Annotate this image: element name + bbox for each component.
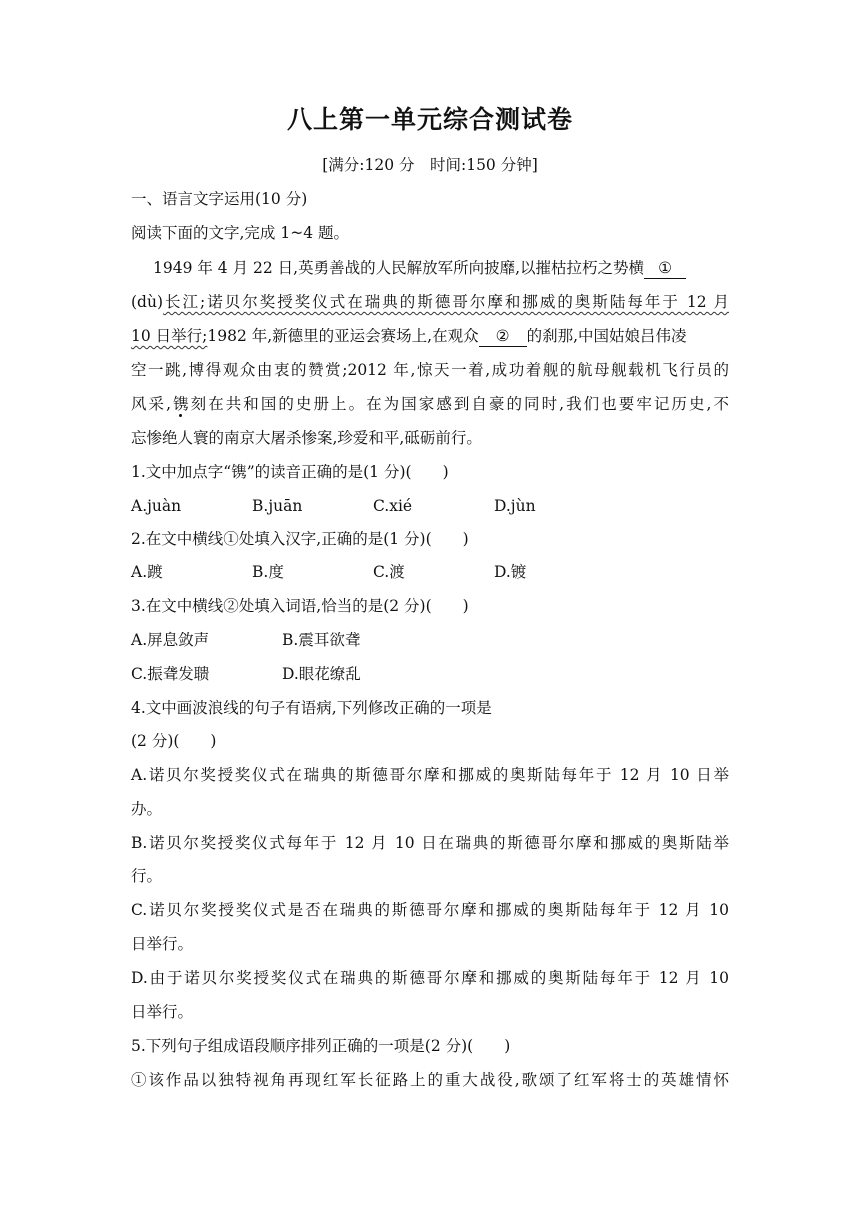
option-a: A.屏息敛声	[131, 631, 210, 649]
question-4-option-d-cont: 日举行。	[131, 1003, 194, 1021]
passage-line-6: 忘惨绝人寰的南京大屠杀惨案,珍爱和平,砥砺前行。	[131, 429, 482, 447]
question-4-option-a: A.诺贝尔奖授奖仪式在瑞典的斯德哥尔摩和挪威的奥斯陆每年于 12 月 10 日举	[131, 766, 729, 784]
wavy-sentence-part-2: 10 日举行;	[131, 327, 208, 345]
passage-line-1	[153, 256, 686, 280]
passage-line-3	[131, 324, 687, 348]
question-1-stem: 1.文中加点字“镌”的读音正确的是(1 分)( )	[131, 463, 449, 481]
pinyin-hint: (dù)	[131, 293, 163, 311]
question-2-options	[131, 560, 526, 584]
reading-instruction: 阅读下面的文字,完成 1~4 题。	[131, 224, 349, 242]
question-4-option-b-cont: 行。	[131, 867, 163, 885]
question-4-option-b: B.诺贝尔奖授奖仪式每年于 12 月 10 日在瑞典的斯德哥尔摩和挪威的奥斯陆举	[131, 834, 729, 852]
dotted-character: 镌	[171, 395, 191, 413]
passage-line-4: 空一跳,博得观众由衷的赞赏;2012 年,惊天一着,成功着舰的航母舰载机飞行员的	[131, 361, 729, 379]
option-b: B.juān	[252, 497, 303, 515]
option-a: A.踱	[131, 563, 163, 581]
question-4-option-d: D.由于诺贝尔奖授奖仪式在瑞典的斯德哥尔摩和挪威的奥斯陆每年于 12 月 10	[131, 969, 729, 987]
blank-1: ①	[644, 258, 686, 279]
option-a: A.juàn	[131, 497, 182, 515]
question-4-option-c: C.诺贝尔奖授奖仪式是否在瑞典的斯德哥尔摩和挪威的奥斯陆每年于 12 月 10	[131, 901, 729, 919]
option-d: D.眼花缭乱	[282, 665, 361, 683]
question-3-options-row-1	[131, 628, 360, 652]
option-c: C.振聋发聩	[131, 665, 210, 683]
passage-text: 1949 年 4 月 22 日,英勇善战的人民解放军所向披靡,以摧枯拉朽之势横	[153, 259, 645, 277]
question-2-stem: 2.在文中横线①处填入汉字,正确的是(1 分)( )	[131, 530, 469, 548]
wavy-sentence-part-1: 长江;诺贝尔奖授奖仪式在瑞典的斯德哥尔摩和挪威的奥斯陆每年于 12 月	[163, 293, 729, 311]
question-5-stem: 5.下列句子组成语段顺序排列正确的一项是(2 分)( )	[131, 1037, 511, 1055]
option-c: C.xié	[373, 497, 413, 515]
question-4-stem: 4.文中画波浪线的句子有语病,下列修改正确的一项是	[131, 699, 492, 717]
option-b: B.震耳欲聋	[282, 631, 361, 649]
question-4-option-c-cont: 日举行。	[131, 935, 194, 953]
question-4-score: (2 分)( )	[131, 732, 217, 750]
passage-text: 的刹那,中国姑娘吕伟凌	[526, 327, 687, 345]
question-1-options	[131, 494, 536, 518]
page-title: 八上第一单元综合测试卷	[286, 105, 573, 134]
passage-line-5	[131, 392, 729, 416]
question-5-sentence-1: ①该作品以独特视角再现红军长征路上的重大战役,歌颂了红军将士的英雄情怀	[131, 1071, 729, 1089]
question-4-option-a-cont: 办。	[131, 800, 163, 818]
option-d: D.jùn	[494, 497, 536, 515]
section-heading: 一、语言文字运用(10 分)	[131, 190, 308, 208]
question-3-stem: 3.在文中横线②处填入词语,恰当的是(2 分)( )	[131, 597, 469, 615]
option-b: B.度	[252, 563, 284, 581]
option-d: D.镀	[494, 563, 527, 581]
passage-line-2	[131, 290, 729, 314]
option-c: C.渡	[373, 563, 405, 581]
question-3-options-row-2	[131, 662, 361, 686]
passage-text: 风采,	[131, 395, 172, 413]
passage-text: 刻在共和国的史册上。在为国家感到自豪的同时,我们也要牢记历史,不	[190, 395, 729, 413]
blank-2: ②	[479, 326, 527, 347]
exam-meta: [满分:120 分 时间:150 分钟]	[322, 156, 538, 174]
passage-text: 1982 年,新德里的亚运会赛场上,在观众	[207, 327, 479, 345]
